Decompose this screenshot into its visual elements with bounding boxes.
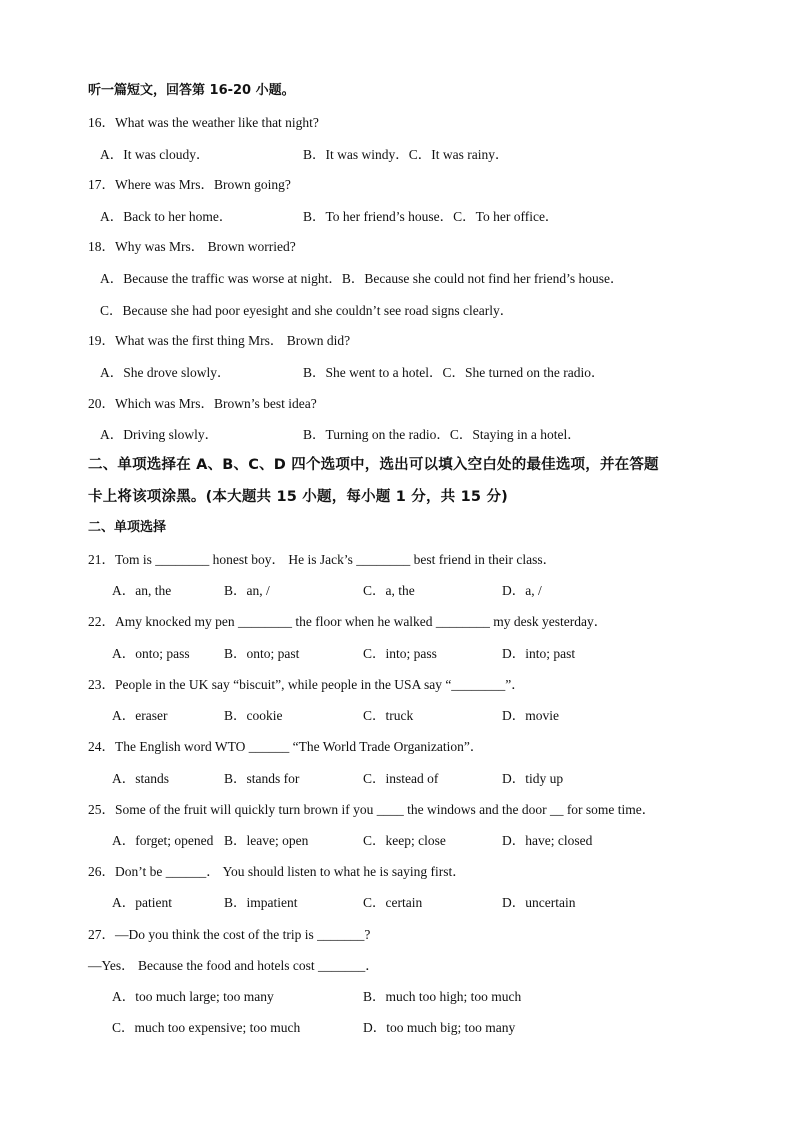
question-24-option-c: C．instead of — [363, 771, 439, 786]
question-23-option-d: D．movie — [502, 708, 559, 723]
question-26-option-c: C．certain — [363, 895, 423, 910]
question-27-option-a: A．too much large; too many — [112, 989, 274, 1004]
question-17-option-a: A．Back to her home． — [100, 209, 233, 224]
question-20-option-bc: B．Turning on the radio．C．Staying in a hotel． — [303, 427, 581, 442]
question-27-stem-2: —Yes． Because the food and hotels cost _______． — [88, 958, 379, 973]
choice-subheading: 二、单项选择 — [88, 520, 167, 535]
question-22-stem: 22．Amy knocked my pen ________ the floor when he walked ________ my desk yesterday． — [88, 614, 608, 629]
question-22-option-c: C．into; pass — [363, 646, 437, 661]
question-16-stem: 16．What was the weather like that night? — [88, 115, 319, 130]
question-27-stem: 27．—Do you think the cost of the trip is _______? — [88, 927, 371, 942]
question-20-stem: 20．Which was Mrs．Brown’s best idea? — [88, 396, 317, 411]
question-17-option-bc: B．To her friend’s house．C．To her office． — [303, 209, 559, 224]
question-25-option-a: A．forget; opened — [112, 833, 214, 848]
question-17-stem: 17．Where was Mrs．Brown going? — [88, 177, 291, 192]
question-26-option-b: B．impatient — [224, 895, 298, 910]
question-22-option-b: B．onto; past — [224, 646, 300, 661]
question-21-option-a: A．an, the — [112, 583, 172, 598]
question-27-option-d: D．too much big; too many — [363, 1020, 516, 1035]
question-21-option-c: C．a, the — [363, 583, 415, 598]
question-21-stem: 21．Tom is ________ honest boy． He is Jack’s ________ best friend in their class． — [88, 552, 557, 567]
question-26-stem: 26．Don’t be ______． You should listen to what he is saying first． — [88, 864, 466, 879]
question-23-option-a: A．eraser — [112, 708, 168, 723]
question-21-option-b: B．an, / — [224, 583, 270, 598]
question-23-stem: 23．People in the UK say “biscuit”, while people in the USA say “________”． — [88, 677, 525, 692]
question-24-option-d: D．tidy up — [502, 771, 564, 786]
question-24-stem: 24．The English word WTO ______ “The World Trade Organization”． — [88, 739, 484, 754]
question-26-option-d: D．uncertain — [502, 895, 576, 910]
question-19-option-bc: B．She went to a hotel．C．She turned on the radio． — [303, 365, 605, 380]
question-27-option-b: B．much too high; too much — [363, 989, 522, 1004]
question-25-stem: 25．Some of the fruit will quickly turn brown if you ____ the windows and the door __ for some time． — [88, 802, 656, 817]
question-24-option-b: B．stands for — [224, 771, 300, 786]
question-25-option-d: D．have; closed — [502, 833, 593, 848]
question-24-option-a: A．stands — [112, 771, 169, 786]
choice-heading-line2: 卡上将该项涂黑。(本大题共 15 小题，每小题 1 分，共 15 分) — [88, 489, 508, 505]
question-18-option-c: C．Because she had poor eyesight and she couldn’t see road signs clearly． — [100, 303, 514, 318]
question-25-option-b: B．leave; open — [224, 833, 309, 848]
question-26-option-a: A．patient — [112, 895, 172, 910]
question-19-stem: 19．What was the first thing Mrs． Brown did? — [88, 333, 351, 348]
question-22-option-a: A．onto; pass — [112, 646, 190, 661]
question-25-option-c: C．keep; close — [363, 833, 446, 848]
question-16-option-bc: B．It was windy．C．It was rainy． — [303, 147, 509, 162]
question-23-option-b: B．cookie — [224, 708, 283, 723]
question-18-stem: 18．Why was Mrs． Brown worried? — [88, 239, 296, 254]
question-16-option-a: A．It was cloudy． — [100, 147, 210, 162]
question-23-option-c: C．truck — [363, 708, 414, 723]
question-21-option-d: D．a, / — [502, 583, 542, 598]
question-18-option-ab: A．Because the traffic was worse at night．B．Because she could not find her friend’s house． — [100, 271, 624, 286]
choice-heading-line1: 二、单项选择在 A、B、C、D 四个选项中，选出可以填入空白处的最佳选项，并在答题 — [88, 457, 659, 473]
question-19-option-a: A．She drove slowly． — [100, 365, 231, 380]
listening-heading: 听一篇短文，回答第 16-20 小题。 — [88, 83, 295, 98]
question-22-option-d: D．into; past — [502, 646, 576, 661]
question-20-option-a: A．Driving slowly． — [100, 427, 219, 442]
question-27-option-c: C．much too expensive; too much — [112, 1020, 301, 1035]
